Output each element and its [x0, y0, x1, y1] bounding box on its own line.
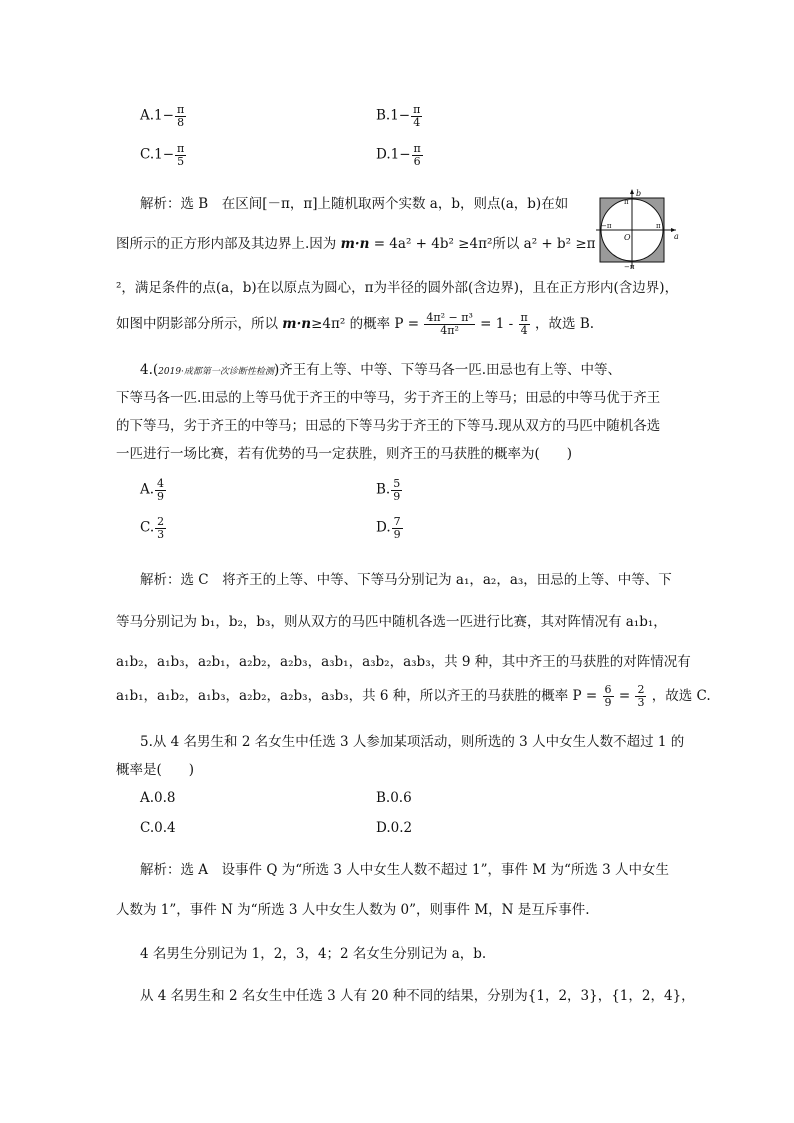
q4-stem-line1 — [140, 358, 621, 378]
numerator: π — [413, 142, 421, 155]
q4-solution-line4 — [116, 684, 711, 709]
q3-solution-line3: ²，满足条件的点(a，b)在以原点为圆心，π为半径的圆外部(含边界)，且在正方形内(含边界)， — [116, 280, 679, 296]
option-c: C.0.4 — [140, 820, 176, 836]
vector-product: m·n — [282, 316, 312, 332]
text: 图所示的正方形内部及其边界上.因为 — [116, 236, 341, 252]
option-d: D.0.2 — [376, 820, 413, 836]
q4-solution-line1: 解析：选 C 将齐王的上等、中等、下等马分别记为 a₁，a₂，a₃，田忌的上等、中等、下 — [140, 572, 672, 588]
q4-solution-line3: a₁b₂，a₁b₃，a₂b₁，a₂b₂，a₂b₃，a₃b₁，a₃b₂，a₃b₃，共 9 种，其中齐王的马获胜的对阵情况有 — [116, 654, 691, 670]
text: 4.( — [140, 362, 159, 378]
option-c — [140, 516, 167, 540]
vector-product: m·n — [340, 236, 370, 252]
numerator: 7 — [393, 515, 401, 528]
label-a: a — [674, 232, 679, 241]
option-label: C. — [140, 519, 155, 536]
option-b — [376, 478, 403, 502]
q4-stem-line4: 一匹进行一场比赛，若有优势的马一定获胜，则齐王的马获胜的概率为( ) — [116, 446, 573, 462]
numerator: π — [520, 311, 528, 325]
option-b — [376, 104, 423, 128]
option-label: D. — [376, 519, 391, 536]
numerator: 6 — [604, 683, 612, 697]
denominator: 9 — [157, 489, 165, 503]
option-label: A.1− — [140, 107, 174, 124]
label-b: b — [636, 189, 642, 198]
denominator: 4 — [413, 115, 421, 129]
text: a₁b₁，a₁b₂，a₁b₃，a₂b₂，a₂b₃，a₃b₃，共 6 种，所以齐王的马获胜的概率 P = — [116, 688, 598, 704]
option-label: B.1− — [376, 107, 411, 124]
fraction — [391, 478, 402, 502]
option-a: A.0.8 — [140, 790, 176, 806]
denominator: 8 — [177, 115, 185, 129]
denominator: 4 — [520, 324, 528, 337]
denominator: 4π² — [440, 324, 459, 337]
q4-solution-line2: 等马分别记为 b₁，b₂，b₃，则从双方的马匹中随机各选一匹进行比赛，其对阵情况有 a₁b₁， — [116, 614, 667, 630]
fraction — [412, 143, 423, 167]
q3-solution-line2 — [116, 232, 596, 252]
label-pi-top: π — [624, 198, 629, 206]
fraction — [175, 143, 186, 167]
q4-stem-line2: 下等马各一匹.田忌的上等马优于齐王的中等马，劣于齐王的上等马；田忌的中等马优于齐王 — [116, 390, 661, 406]
option-c — [140, 143, 187, 167]
text: = 4a² + 4b² ≥4π²所以 a² + b² ≥π — [369, 236, 596, 252]
numerator: 2 — [637, 683, 645, 697]
option-label: D.1− — [376, 146, 411, 163]
option-d — [376, 516, 404, 540]
fraction — [424, 312, 475, 336]
label-pi-left: −π — [601, 222, 612, 230]
q5-solution-line2: 人数为 1”，事件 N 为“所选 3 人中女生人数为 0”，则事件 M，N 是互斥事件. — [116, 902, 590, 918]
numerator: 4π² − π³ — [426, 311, 473, 325]
denominator: 9 — [393, 527, 401, 541]
q4-stem-line3: 的下等马，劣于齐王的中等马；田忌的下等马劣于齐王的下等马.现从双方的马匹中随机各选 — [116, 418, 661, 434]
option-label: A. — [140, 481, 155, 498]
option-label: C.1− — [140, 146, 175, 163]
b-axis-arrow-icon — [630, 189, 634, 194]
q3-solution-line1: 解析：选 B 在区间[－π，π]上随机取两个实数 a，b，则点(a，b)在如 — [140, 196, 569, 212]
option-label: B. — [376, 481, 391, 498]
q5-stem-line2: 概率是( ) — [116, 762, 195, 778]
numerator: π — [177, 142, 185, 155]
numerator: π — [176, 103, 185, 116]
source-note: 2019·成都第一次诊断性检测 — [158, 367, 274, 377]
denominator: 9 — [604, 696, 612, 709]
text: = 1 - — [480, 316, 514, 332]
denominator: 5 — [177, 154, 185, 168]
numerator: 2 — [157, 515, 165, 528]
fraction — [603, 684, 614, 708]
option-b: B.0.6 — [376, 790, 412, 806]
denominator: 3 — [157, 527, 165, 541]
fraction — [519, 312, 530, 336]
text: 如图中阴影部分所示，所以 — [116, 316, 283, 332]
label-origin: O — [624, 233, 631, 242]
numerator: 4 — [157, 477, 165, 490]
denominator: 3 — [637, 696, 645, 709]
option-a — [140, 104, 187, 128]
option-a — [140, 478, 167, 502]
label-pi-bottom: −π — [624, 263, 635, 271]
denominator: 9 — [393, 489, 401, 503]
fraction — [635, 684, 646, 708]
option-d — [376, 143, 424, 167]
numerator: π — [413, 103, 421, 116]
square-circle-figure — [596, 188, 680, 272]
text: ，故选 B. — [535, 316, 595, 332]
q5-solution-line1: 解析：选 A 设事件 Q 为“所选 3 人中女生人数不超过 1”，事件 M 为“所选 3 人中女生 — [140, 862, 670, 878]
q5-solution-line3: 4 名男生分别记为 1，2，3，4；2 名女生分别记为 a，b. — [140, 946, 487, 962]
fraction — [411, 104, 422, 128]
text: )齐王有上等、中等、下等马各一匹.田忌也有上等、中等、 — [273, 362, 621, 378]
denominator: 6 — [413, 154, 421, 168]
numerator: 5 — [393, 477, 401, 490]
text: ≥4π² 的概率 P = — [311, 316, 420, 332]
fraction — [155, 478, 166, 502]
fraction — [175, 104, 186, 128]
q3-solution-line4 — [116, 312, 594, 337]
q5-solution-line4: 从 4 名男生和 2 名女生中任选 3 人有 20 种不同的结果，分别为{1，2，3}，{1，2，4}， — [140, 988, 695, 1004]
fraction — [392, 516, 403, 540]
label-pi-right: π — [656, 222, 661, 230]
fraction — [155, 516, 166, 540]
text: ，故选 C. — [651, 688, 711, 704]
text: = — [618, 688, 631, 704]
q5-stem-line1: 5.从 4 名男生和 2 名女生中任选 3 人参加某项活动，则所选的 3 人中女生人数不超过 1 的 — [140, 734, 685, 750]
